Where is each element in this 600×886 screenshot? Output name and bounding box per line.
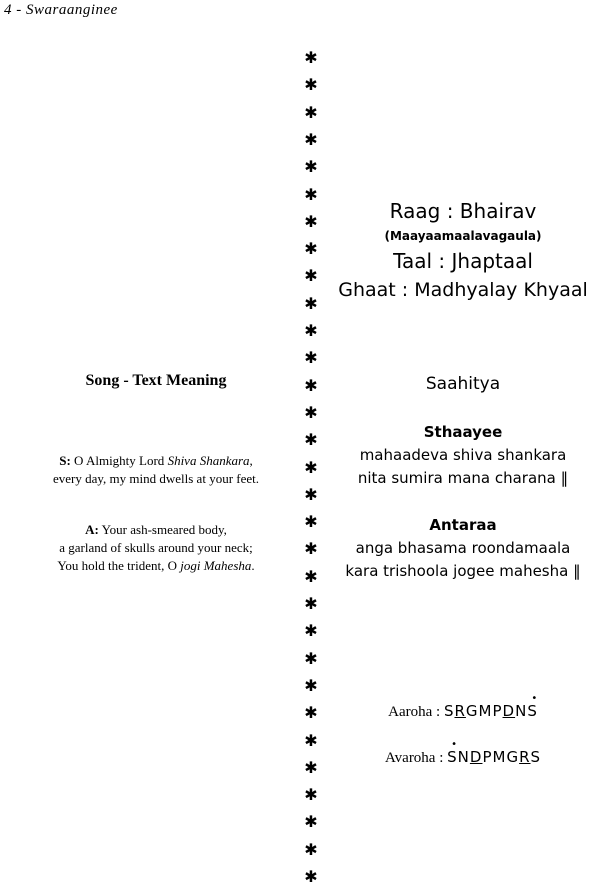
raag-subtitle: (Maayaamaalavagaula) [384, 229, 542, 243]
star-icon: ✱ [304, 266, 318, 286]
star-icon: ✱ [304, 512, 318, 532]
note: G [506, 748, 520, 766]
s-line1-post: , [249, 453, 253, 468]
note-taar-letter: S [447, 748, 458, 766]
star-icon: ✱ [304, 321, 318, 340]
note: N [457, 748, 470, 766]
aroha-line [326, 693, 600, 721]
star-icon: ✱ [304, 402, 318, 422]
taal-line [326, 249, 600, 273]
antaraa-meaning-line-3 [0, 557, 312, 575]
star-icon: ✱ [304, 703, 318, 723]
star-icon: ✱ [304, 839, 318, 859]
note-komal: R [519, 748, 531, 766]
ghaat-value: Madhyalay Khyaal [414, 279, 588, 301]
star-icon: ✱ [304, 75, 318, 95]
star-icon: ✱ [304, 430, 318, 450]
star-icon: ✱ [304, 621, 318, 641]
ghaat-label: Ghaat : [338, 279, 409, 301]
note: S [530, 748, 542, 766]
ghaat-line [326, 279, 600, 301]
sthaayee-meaning [0, 452, 312, 488]
note: S [443, 702, 455, 720]
star-icon: ✱ [304, 157, 318, 177]
antaraa-meaning-line-1 [0, 521, 312, 539]
note-taar [527, 693, 539, 720]
star-icon: ✱ [304, 484, 318, 504]
taal-value: Jhaptaal [451, 249, 533, 273]
sthaayee-title: Sthaayee [423, 423, 503, 441]
sthaayee-lyric-line-1: mahaadeva shiva shankara [359, 446, 567, 464]
raag-value: Bhairav [459, 199, 537, 223]
star-icon: ✱ [304, 539, 318, 559]
note-taar-letter: S [527, 702, 538, 720]
star-icon: ✱ [304, 48, 318, 67]
star-icon: ✱ [304, 675, 318, 695]
star-icon: ✱ [304, 566, 318, 586]
star-icon: ✱ [304, 239, 318, 259]
star-icon: ✱ [304, 184, 318, 204]
raag-line [326, 199, 600, 223]
antaraa-lyric-line-1: anga bhasama roondamaala [355, 539, 571, 557]
sthaayee-lyric-line-2: nita sumira mana charana ‖ [357, 469, 569, 487]
note: P [482, 748, 493, 766]
note: M [478, 702, 493, 720]
star-icon: ✱ [304, 102, 318, 122]
star-icon: ✱ [304, 648, 318, 668]
star-icon: ✱ [304, 348, 318, 368]
a-line1: Your ash-smeared body, [101, 522, 227, 537]
page-header: 4 - Swaraanginee [4, 2, 118, 18]
star-icon: ✱ [304, 375, 318, 395]
s-line1-pre: O Almighty Lord [74, 453, 168, 468]
antaraa-meaning-line-2: a garland of skulls around your neck; [59, 540, 253, 555]
note: N [515, 702, 528, 720]
note-komal: D [469, 748, 483, 766]
star-icon: ✱ [304, 867, 318, 886]
star-icon: ✱ [304, 129, 318, 149]
note: G [465, 702, 479, 720]
sthaayee-meaning-line-2: every day, my mind dwells at your feet. [52, 471, 259, 486]
taal-label: Taal : [393, 249, 446, 273]
star-icon: ✱ [304, 457, 318, 477]
sthaayee-meaning-line-1 [0, 452, 312, 470]
antaraa-title: Antaraa [429, 516, 497, 534]
song-meaning-title: Song - Text Meaning [85, 372, 227, 389]
a-line3-post: . [251, 558, 255, 573]
avaroha-notes [447, 739, 542, 766]
aroha-label: Aaroha : [388, 704, 441, 720]
raag-label: Raag : [389, 199, 454, 223]
note-taar [447, 739, 459, 766]
star-icon: ✱ [304, 785, 318, 805]
s-line1-em: Shiva Shankara [167, 453, 250, 468]
star-icon: ✱ [304, 812, 318, 832]
avaroha-label: Avaroha : [384, 750, 444, 766]
star-icon: ✱ [304, 293, 318, 313]
aroha-notes [443, 693, 539, 720]
note-taar-dot: • [531, 693, 539, 704]
a-line3-pre: You hold the trident, O [57, 558, 181, 573]
star-icon: ✱ [304, 594, 318, 613]
star-icon: ✱ [304, 757, 318, 777]
antaraa-lyric-line-2: kara trishoola jogee mahesha ‖ [345, 562, 581, 580]
a-label: A: [85, 522, 99, 537]
note: P [492, 702, 503, 720]
antaraa-meaning [0, 521, 312, 575]
s-label: S: [59, 453, 71, 468]
star-icon: ✱ [304, 211, 318, 231]
a-line3-em: jogi Mahesha [180, 558, 252, 573]
note: M [492, 748, 507, 766]
star-icon: ✱ [304, 730, 318, 750]
note-taar-dot: • [451, 739, 459, 750]
note-komal: R [454, 702, 466, 720]
note-komal: D [502, 702, 516, 720]
avaroha-line [326, 739, 600, 767]
saahitya-title: Saahitya [425, 374, 501, 394]
